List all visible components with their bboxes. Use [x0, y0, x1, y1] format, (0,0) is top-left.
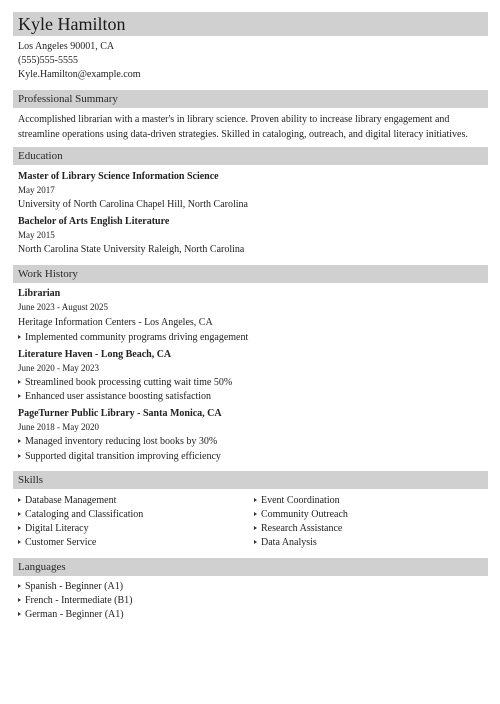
section-header-education — [13, 147, 488, 165]
bullet-icon — [18, 612, 21, 616]
language-item: German - Beginner (A1) — [18, 608, 124, 621]
section-title: Work History — [18, 268, 78, 280]
job-bullet: Implemented community programs driving engagement — [18, 331, 248, 344]
education-date: May 2017 — [18, 185, 55, 195]
bullet-icon — [18, 454, 21, 458]
job-bullet: Managed inventory reducing lost books by 30% — [18, 435, 217, 448]
bullet-icon — [254, 498, 257, 502]
skill-item: Data Analysis — [254, 536, 317, 549]
job-bullet: Enhanced user assistance boosting satisfaction — [18, 390, 211, 403]
bullet-icon — [18, 498, 21, 502]
bullet-icon — [18, 335, 21, 339]
skill-item: Research Assistance — [254, 522, 342, 535]
skill-item: Event Coordination — [254, 494, 340, 507]
bullet-icon — [18, 394, 21, 398]
bullet-icon — [18, 526, 21, 530]
bullet-icon — [254, 512, 257, 516]
skill-item: Customer Service — [18, 536, 96, 549]
education-school: North Carolina State University Raleigh, North Carolina — [18, 244, 245, 255]
section-title: Professional Summary — [18, 93, 118, 105]
job-employer: Heritage Information Centers - Los Angeles, CA — [18, 317, 213, 328]
bullet-icon — [18, 380, 21, 384]
skill-item: Cataloging and Classification — [18, 508, 143, 521]
bullet-icon — [254, 526, 257, 530]
job-title: Librarian — [18, 288, 61, 299]
job-title: PageTurner Public Library - Santa Monica, CA — [18, 408, 222, 419]
bullet-icon — [18, 512, 21, 516]
education-degree: Bachelor of Arts English Literature — [18, 216, 170, 227]
summary-text: Accomplished librarian with a master's in library science. Proven ability to increase library engagement and streamline operations using data-driven strategies. Skilled in cataloging, outreach, and digital literacy initiatives. — [18, 114, 468, 140]
section-title: Languages — [18, 561, 66, 573]
section-title: Education — [18, 150, 63, 162]
language-item: French - Intermediate (B1) — [18, 594, 132, 607]
job-bullet: Streamlined book processing cutting wait time 50% — [18, 376, 232, 389]
skill-item: Community Outreach — [254, 508, 348, 521]
section-header-summary — [13, 90, 488, 108]
contact-location: Los Angeles 90001, CA — [18, 41, 115, 52]
bullet-icon — [254, 540, 257, 544]
job-dates: June 2020 - May 2023 — [18, 363, 99, 373]
section-header-work-history — [13, 265, 488, 283]
language-item: Spanish - Beginner (A1) — [18, 580, 123, 593]
contact-email: Kyle.Hamilton@example.com — [18, 69, 141, 80]
skill-item: Digital Literacy — [18, 522, 89, 535]
section-title: Skills — [18, 474, 44, 486]
contact-info — [18, 40, 141, 82]
section-header-skills — [13, 471, 488, 489]
candidate-name: Kyle Hamilton — [18, 14, 126, 34]
contact-phone: (555)555-5555 — [18, 55, 78, 66]
bullet-icon — [18, 540, 21, 544]
section-header-languages — [13, 558, 488, 576]
skill-item: Database Management — [18, 494, 116, 507]
job-bullet: Supported digital transition improving efficiency — [18, 450, 221, 463]
job-title: Literature Haven - Long Beach, CA — [18, 349, 172, 360]
bullet-icon — [18, 439, 21, 443]
job-dates: June 2018 - May 2020 — [18, 422, 99, 432]
education-date: May 2015 — [18, 230, 55, 240]
name-header-bar — [13, 12, 488, 36]
education-degree: Master of Library Science Information Science — [18, 171, 219, 182]
bullet-icon — [18, 584, 21, 588]
job-dates: June 2023 - August 2025 — [18, 302, 108, 312]
education-school: University of North Carolina Chapel Hill, North Carolina — [18, 199, 248, 210]
bullet-icon — [18, 598, 21, 602]
